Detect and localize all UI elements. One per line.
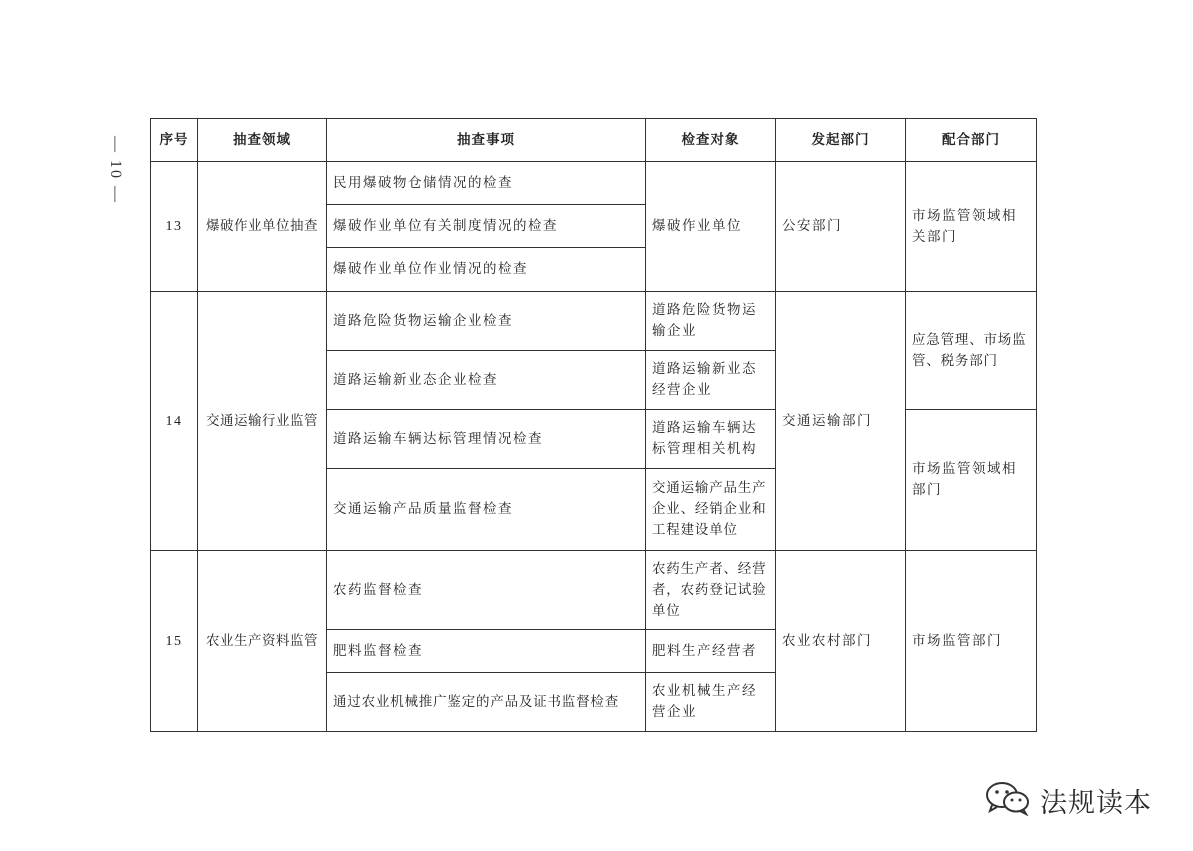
inspection-item: 交通运输产品质量监督检查 bbox=[327, 469, 646, 551]
cooperating-department: 市场监管领域相关部门 bbox=[906, 162, 1037, 292]
header-target: 检查对象 bbox=[646, 119, 776, 162]
table-row bbox=[151, 162, 1037, 205]
watermark-text: 法规读本 bbox=[1040, 787, 1152, 819]
row-number: 15 bbox=[151, 551, 198, 732]
inspection-field: 爆破作业单位抽查 bbox=[198, 162, 327, 292]
inspection-item: 爆破作业单位有关制度情况的检查 bbox=[327, 205, 646, 248]
inspection-target: 道路运输车辆达标管理相关机构 bbox=[646, 410, 776, 469]
inspection-target: 农业机械生产经营企业 bbox=[646, 673, 776, 732]
inspection-item: 农药监督检查 bbox=[327, 551, 646, 630]
inspection-field: 交通运输行业监管 bbox=[198, 292, 327, 551]
header-field: 抽查领域 bbox=[198, 119, 327, 162]
table-row bbox=[151, 292, 1037, 351]
inspection-target: 道路运输新业态经营企业 bbox=[646, 351, 776, 410]
inspection-item: 爆破作业单位作业情况的检查 bbox=[327, 248, 646, 292]
inspection-item: 通过农业机械推广鉴定的产品及证书监督检查 bbox=[327, 673, 646, 732]
row-number: 13 bbox=[151, 162, 198, 292]
wechat-icon bbox=[984, 780, 1032, 820]
row-number: 14 bbox=[151, 292, 198, 551]
inspection-table bbox=[150, 118, 1037, 732]
inspection-target: 交通运输产品生产企业、经销企业和工程建设单位 bbox=[646, 469, 776, 551]
watermark bbox=[984, 780, 1152, 820]
inspection-item: 肥料监督检查 bbox=[327, 630, 646, 673]
cooperating-department: 市场监管部门 bbox=[906, 551, 1037, 732]
header-no: 序号 bbox=[151, 119, 198, 162]
inspection-field: 农业生产资料监管 bbox=[198, 551, 327, 732]
header-initiator: 发起部门 bbox=[776, 119, 906, 162]
cooperating-department: 市场监管领域相部门 bbox=[906, 410, 1037, 551]
inspection-target: 道路危险货物运输企业 bbox=[646, 292, 776, 351]
table-header-row bbox=[151, 119, 1037, 162]
inspection-target: 肥料生产经营者 bbox=[646, 630, 776, 673]
inspection-item: 道路运输新业态企业检查 bbox=[327, 351, 646, 410]
table-row bbox=[151, 551, 1037, 630]
header-cooperator: 配合部门 bbox=[906, 119, 1037, 162]
inspection-item: 道路危险货物运输企业检查 bbox=[327, 292, 646, 351]
initiating-department: 农业农村部门 bbox=[776, 551, 906, 732]
header-item: 抽查事项 bbox=[327, 119, 646, 162]
page-number: — 10 — bbox=[107, 136, 124, 204]
initiating-department: 公安部门 bbox=[776, 162, 906, 292]
inspection-item: 道路运输车辆达标管理情况检查 bbox=[327, 410, 646, 469]
inspection-target: 农药生产者、经营者，农药登记试验单位 bbox=[646, 551, 776, 630]
initiating-department: 交通运输部门 bbox=[776, 292, 906, 551]
inspection-target: 爆破作业单位 bbox=[646, 162, 776, 292]
inspection-item: 民用爆破物仓储情况的检查 bbox=[327, 162, 646, 205]
cooperating-department: 应急管理、市场监管、税务部门 bbox=[906, 292, 1037, 410]
